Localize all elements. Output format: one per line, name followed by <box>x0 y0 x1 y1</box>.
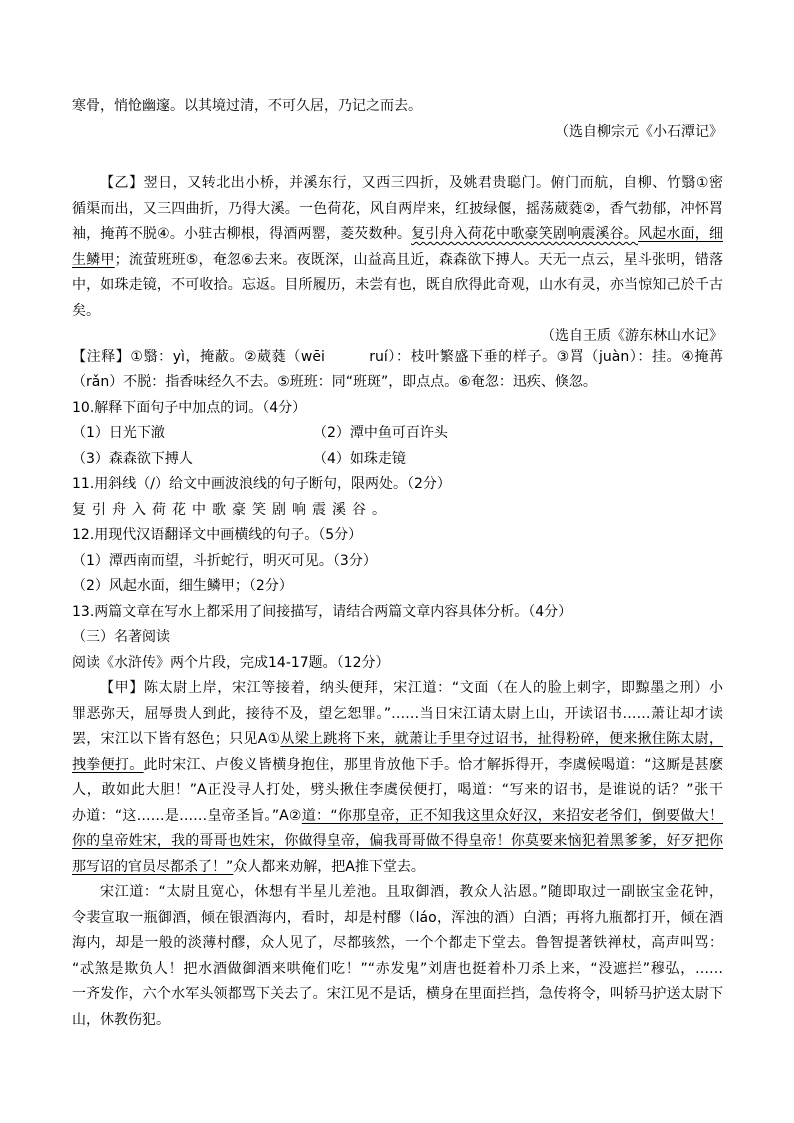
text-line <box>72 855 723 881</box>
text-segment: 寒骨，悄怆幽邃。以其境过清，不可久居，乃记之而去。 <box>72 98 422 114</box>
text-segment: （1）日光下澈 <box>72 425 165 441</box>
text-segment: 一齐发作，六个水军头领都骂下关去了。宋江见不是话，横身在里面拦挡，急传将令，叫轿马护送太尉下 <box>72 986 723 1002</box>
text-line <box>72 600 723 626</box>
text-segment: 罪恶弥天，屈辱贵人到此，接待不及，望乞恕罪。”……当日宋江请太尉上山，开读诏书……萧让却才读 <box>72 705 723 722</box>
text-line <box>72 574 723 600</box>
text-segment: 罢，宋江以下皆有怒色；只见A① <box>72 731 281 747</box>
text-segment: 此时宋江、卢俊义皆横身抱住，那里肯放他下手。恰才解拆得开，李虞候喝道：“这厮是甚麽 <box>143 756 723 773</box>
text-line <box>72 625 723 651</box>
text-segment: 【甲】陈太尉上岸，宋江等接着，纳头便拜，宋江道：“文面（在人的脸上刺字，即黥墨之刑）小 <box>100 680 723 696</box>
text-line <box>72 370 723 396</box>
text-segment: 阅读《水浒传》两个片段，完成14-17题。（12分） <box>72 654 390 671</box>
underlined-text: 你的皇帝姓宋，我的哥哥也姓宋，你做得皇帝，偏我哥哥做不得皇帝！你莫要来恼犯着黑爹爹，好歹把你 <box>72 833 723 849</box>
wavy-underlined-text: 复引舟入荷花中歌豪笑剧响震溪谷。 <box>411 226 639 242</box>
text-line <box>72 931 723 957</box>
text-line <box>72 523 723 549</box>
underlined-text: 那写诏的官员尽都杀了！” <box>72 858 234 875</box>
text-segment: （选自柳宗元《小石潭记》 <box>555 123 723 140</box>
text-segment: 众人都来劝解，把A推下堂去。 <box>233 858 425 875</box>
text-segment: 13.两篇文章在写水上都采用了间接描写，请结合两篇文章内容具体分析。（4分） <box>72 603 573 620</box>
text-line <box>72 727 723 753</box>
text-line <box>72 829 723 855</box>
text-line <box>72 120 723 146</box>
text-segment: 矣。 <box>72 302 100 319</box>
text-line <box>72 299 723 325</box>
text-line <box>72 753 723 779</box>
text-segment: （1）潭西南而望，斗折蛇行，明灭可见。（3分） <box>72 552 377 569</box>
text-line <box>72 880 723 906</box>
text-segment: 令裴宣取一瓶御酒，倾在银酒海内，看时，却是村醪（láo，浑浊的酒）白酒；再将九瓶都打开，倾在酒 <box>72 909 723 926</box>
text-line <box>72 804 723 830</box>
text-segment: 12.用现代汉语翻译文中画横线的句子。（5分） <box>72 527 363 543</box>
text-line <box>72 421 723 447</box>
text-segment: 海内，却是一般的淡薄村醪，众人见了，尽都骇然，一个个都走下堂去。鲁智提著铁禅杖，高声叫骂： <box>72 935 723 951</box>
text-segment: 山，休教伤犯。 <box>72 1011 170 1028</box>
text-line <box>72 906 723 932</box>
text-line <box>72 549 723 575</box>
text-line <box>72 171 723 197</box>
text-line <box>72 248 723 274</box>
text-segment: （选自王质《游东林山水记》 <box>541 328 723 344</box>
text-segment: 循渠而出，又三四曲折，乃得大溪。一色荷花，风自两岸来，红披绿偃，摇荡葳蕤②，香气勃郁，冲怀罥 <box>72 200 723 217</box>
text-segment: 人，敢如此大胆！”A正没寻人打处，劈头揪住李虞侯便打，喝道：“写来的诏书，是谁说的话？”张干 <box>72 782 723 798</box>
text-segment: 11.用斜线（/）给文中画波浪线的句子断句，限两处。（2分） <box>72 476 451 492</box>
underlined-text: 从梁上跳将下来，就萧让手里夺过诏书，扯得粉碎，便来揪住陈太尉， <box>280 731 723 747</box>
text-segment: 【注释】①翳：yì，掩蔽。②葳蕤（wēi ruí）：枝叶繁盛下垂的样子。③罥（juàn）：挂。④掩苒 <box>72 348 723 365</box>
text-segment: 10.解释下面句子中加点的词。（4分） <box>72 399 307 416</box>
text-segment: 宋江道：“太尉且宽心，休想有半星儿差池。且取御酒，教众人沾恩。”随即取过一副嵌宝金花钟， <box>100 884 723 900</box>
text-line <box>72 498 723 524</box>
text-segment: （rǎn）不脱：指香味经久不去。⑤班班：同“班斑”，即点点。⑥奄忽：迅疾、倏忽。 <box>72 374 597 390</box>
text-line <box>72 702 723 728</box>
text-line <box>72 982 723 1008</box>
spacer <box>72 145 723 171</box>
text-line <box>72 472 723 498</box>
text-line <box>72 676 723 702</box>
text-segment: （2）风起水面，细生鳞甲；（2分） <box>72 578 293 594</box>
document-page <box>72 94 723 1033</box>
text-line <box>72 94 723 120</box>
text-segment: 袖，掩苒不脱④。小驻古柳根，得酒两罂，菱芡数种。 <box>72 226 412 242</box>
text-segment: （2）潭中鱼可百许头 <box>313 425 448 441</box>
text-segment: 复引舟入荷花中歌豪笑剧响震溪谷。 <box>72 501 392 518</box>
text-segment: （4）如珠走镜 <box>313 450 406 467</box>
text-segment: （三）名著阅读 <box>72 629 170 645</box>
text-segment: 中，如珠走镜，不可收拾。忘返。目所履历，未尝有也，既自欣得此奇观，山水有灵，亦当惊知己於千古 <box>72 277 723 293</box>
text-line <box>72 447 723 473</box>
text-line <box>72 345 723 371</box>
underlined-text: 拽拳便打。 <box>72 756 144 773</box>
text-line <box>72 222 723 248</box>
text-segment: “忒煞是欺负人！把水酒做御酒来哄俺们吃！”“赤发鬼”刘唐也挺着朴刀杀上来，“没遮拦”穆弘，…… <box>72 960 723 977</box>
text-line <box>72 778 723 804</box>
text-segment: ；流萤班班⑤，奄忽⑥去来。夜既深，山益高且近，森森欲下搏人。天无一点云，星斗张明，错落 <box>114 251 723 268</box>
text-line <box>72 273 723 299</box>
text-segment: 办道：“这……是……皇帝圣旨。”A② <box>72 807 302 824</box>
text-line <box>72 396 723 422</box>
underlined-text: 风起水面，细 <box>638 226 723 242</box>
underlined-text: 生鳞甲 <box>72 251 115 268</box>
text-line <box>72 957 723 983</box>
text-line <box>72 1008 723 1034</box>
text-segment: 【乙】翌日，又转北出小桥，并溪东行，又西三四折，及姚君贵聪门。俯门而航，自柳、竹翳①密 <box>100 175 723 191</box>
underlined-text: 道：“你那皇帝，正不知我这里众好汉，来招安老爷们，倒要做大！ <box>301 807 723 824</box>
text-line <box>72 651 723 677</box>
text-segment: （3）森森欲下搏人 <box>72 450 193 467</box>
text-line <box>72 197 723 223</box>
